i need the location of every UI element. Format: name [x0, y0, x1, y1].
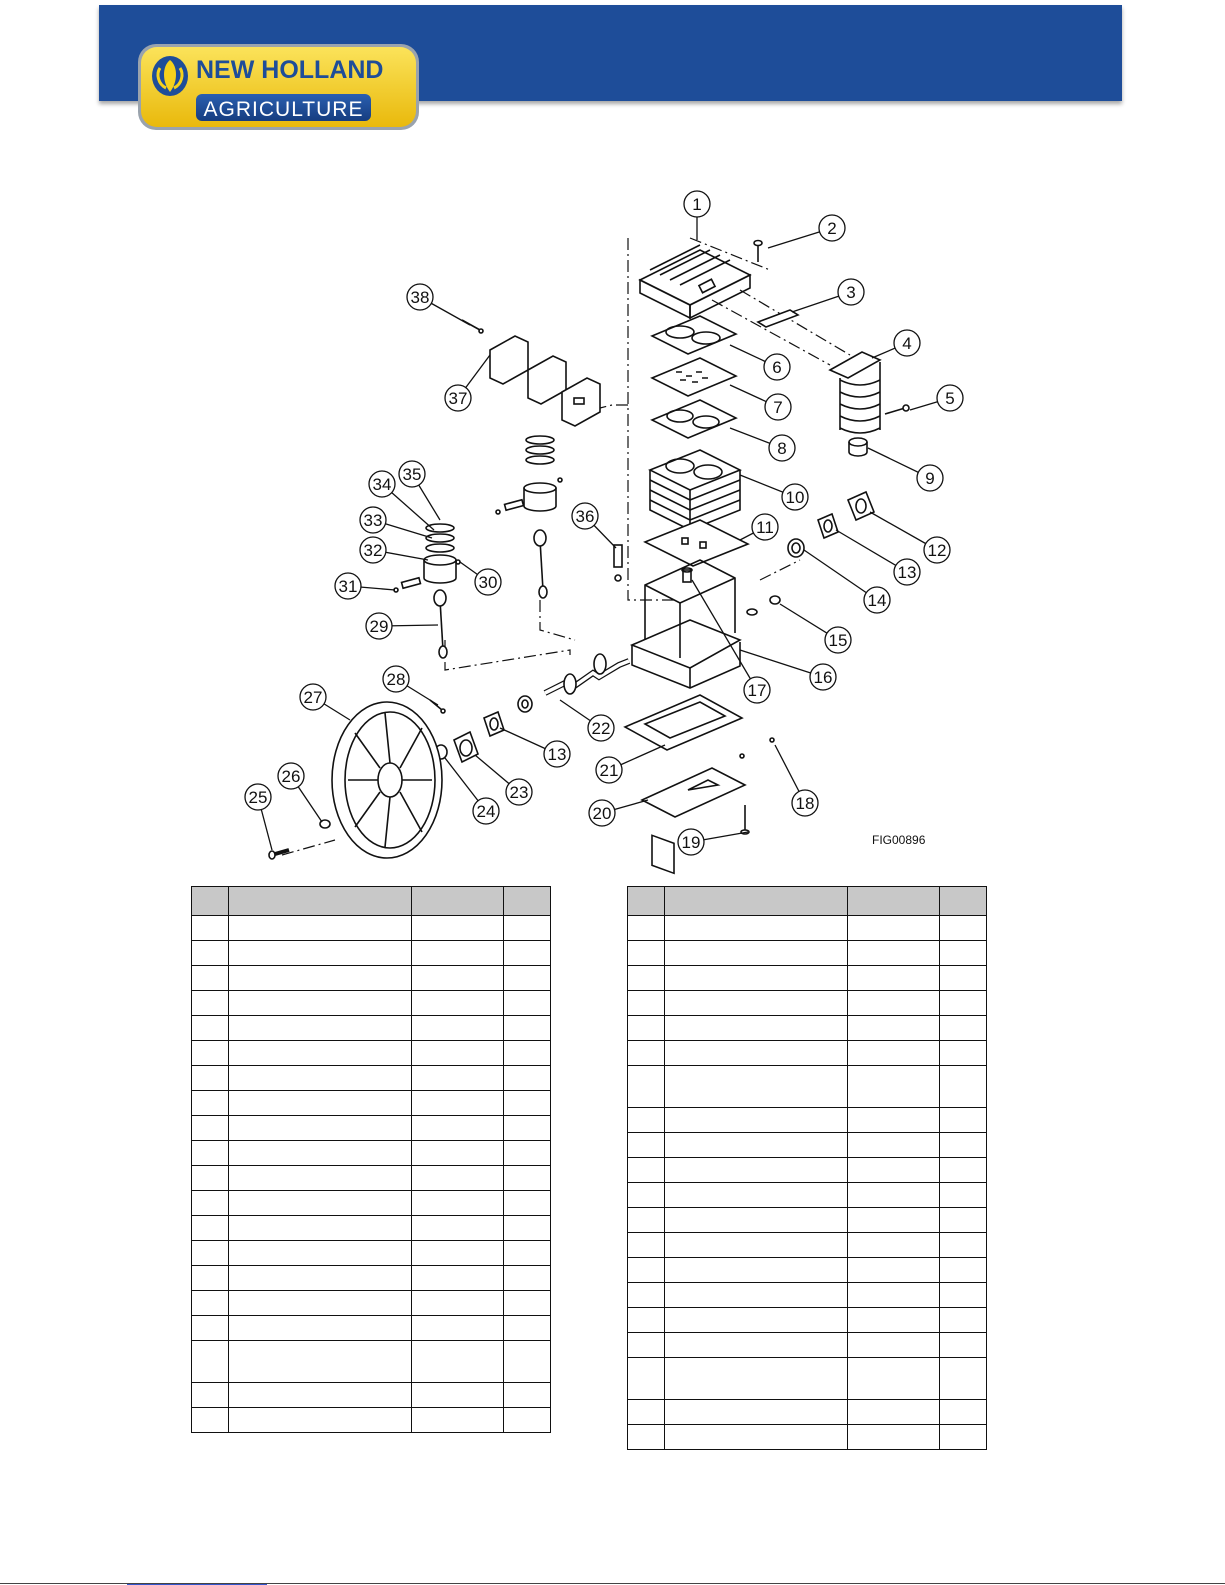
table-cell [848, 1425, 940, 1450]
callout-number: 31 [338, 577, 358, 596]
part-drain-plug [747, 596, 780, 615]
table-cell [192, 1241, 229, 1266]
part-base-screws [740, 738, 774, 758]
table-cell [229, 1316, 412, 1341]
table-cell [412, 1316, 504, 1341]
table-cell [665, 941, 848, 966]
part-piston-rear [496, 436, 562, 514]
table-cell [628, 1108, 665, 1133]
table-header-cell [628, 887, 665, 916]
table-cell [504, 1091, 551, 1116]
callout-number: 30 [478, 573, 498, 592]
table-cell [192, 1166, 229, 1191]
table-row [192, 1041, 551, 1066]
table-cell [848, 1333, 940, 1358]
callout-number: 17 [747, 681, 767, 700]
part-base-bolt [741, 805, 749, 834]
part-piston-pin-front [394, 560, 460, 592]
callout-number: 34 [372, 475, 392, 494]
callout-number: 25 [248, 788, 268, 807]
table-row [628, 991, 987, 1016]
table-cell [665, 1233, 848, 1258]
part-head-screw [754, 241, 762, 263]
table-cell [628, 1158, 665, 1183]
table-row [628, 1358, 987, 1400]
table-cell [848, 1400, 940, 1425]
table-cell [229, 966, 412, 991]
table-cell [628, 1066, 665, 1108]
table-cell [628, 1333, 665, 1358]
callout-number: 26 [281, 767, 301, 786]
table-cell [848, 966, 940, 991]
table-cell [504, 1166, 551, 1191]
table-cell [504, 1291, 551, 1316]
table-cell [848, 1108, 940, 1133]
table-cell [665, 916, 848, 941]
callout-number: 36 [575, 507, 595, 526]
part-cover-gasket-left [484, 712, 504, 736]
part-connecting-rod-front [434, 590, 447, 658]
table-row [192, 1216, 551, 1241]
table-cell [940, 1133, 987, 1158]
table-header-cell [940, 887, 987, 916]
table-row [628, 1183, 987, 1208]
table-cell [229, 941, 412, 966]
table-row [192, 1141, 551, 1166]
table-cell [192, 966, 229, 991]
table-cell [848, 1158, 940, 1183]
table-cell [940, 1425, 987, 1450]
table-cell [628, 916, 665, 941]
figure-id: FIG00896 [872, 833, 926, 847]
table-cell [848, 1133, 940, 1158]
table-header-cell [848, 887, 940, 916]
table-cell [848, 1208, 940, 1233]
table-cell [665, 1258, 848, 1283]
table-row [192, 1266, 551, 1291]
table-cell [412, 941, 504, 966]
table-cell [504, 1316, 551, 1341]
part-flywheel-bolt [269, 850, 289, 859]
table-cell [665, 1133, 848, 1158]
table-header-cell [229, 887, 412, 916]
callout-number: 37 [448, 389, 468, 408]
table-cell [229, 1016, 412, 1041]
callout-number: 6 [772, 358, 782, 377]
table-cell [192, 1291, 229, 1316]
table-row [192, 991, 551, 1016]
callout-number: 22 [591, 719, 611, 738]
part-seal-housing [454, 732, 478, 762]
table-cell [412, 1341, 504, 1383]
table-cell [665, 966, 848, 991]
table-cell [665, 1108, 848, 1133]
table-cell [412, 1091, 504, 1116]
table-cell [229, 991, 412, 1016]
table-row [628, 966, 987, 991]
table-cell [504, 1066, 551, 1091]
table-row [628, 1041, 987, 1066]
table-cell [665, 1066, 848, 1108]
table-cell [412, 966, 504, 991]
table-cell [412, 1116, 504, 1141]
callout-number: 32 [363, 541, 383, 560]
table-cell [229, 1141, 412, 1166]
table-cell [412, 1016, 504, 1041]
callout-number: 19 [681, 833, 701, 852]
table-cell [848, 1258, 940, 1283]
table-cell [412, 1266, 504, 1291]
table-cell [504, 1041, 551, 1066]
table-row [628, 1308, 987, 1333]
table-cell [504, 1216, 551, 1241]
table-row [628, 1333, 987, 1358]
part-dipstick [614, 545, 622, 581]
table-row [628, 1158, 987, 1183]
part-bearing-left [518, 696, 532, 712]
table-cell [504, 1016, 551, 1041]
table-cell [192, 1316, 229, 1341]
table-cell [848, 1233, 940, 1258]
table-cell [412, 1216, 504, 1241]
table-cell [848, 1016, 940, 1041]
table-cell [412, 1241, 504, 1266]
table-cell [665, 1183, 848, 1208]
table-cell [229, 1116, 412, 1141]
table-cell [848, 941, 940, 966]
table-row [192, 941, 551, 966]
table-cell [628, 1133, 665, 1158]
callout-number: 1 [692, 195, 702, 214]
part-bearing-right [788, 539, 804, 557]
parts-table-left [191, 886, 551, 1433]
part-crankshaft [545, 654, 629, 694]
part-base-gasket [645, 520, 748, 566]
table-cell [628, 991, 665, 1016]
table-cell [628, 1283, 665, 1308]
part-valve-gasket [652, 400, 736, 438]
table-cell [192, 1191, 229, 1216]
table-header-cell [412, 887, 504, 916]
table-row [192, 1341, 551, 1383]
table-cell [848, 1283, 940, 1308]
table-cell [229, 1091, 412, 1116]
callout-number: 15 [828, 631, 848, 650]
table-row [192, 1166, 551, 1191]
callout-number: 9 [925, 469, 935, 488]
table-row [192, 916, 551, 941]
table-cell [504, 916, 551, 941]
table-row [628, 941, 987, 966]
table-row [628, 1208, 987, 1233]
table-cell [940, 941, 987, 966]
table-cell [940, 991, 987, 1016]
table-cell [940, 916, 987, 941]
table-row [192, 1016, 551, 1041]
table-cell [665, 1016, 848, 1041]
table-cell [848, 1308, 940, 1333]
table-cell [940, 1066, 987, 1108]
table-row [192, 1408, 551, 1433]
table-cell [192, 1383, 229, 1408]
callout-number: 13 [897, 563, 917, 582]
callout-number: 10 [785, 488, 805, 507]
callout-number: 16 [813, 668, 833, 687]
table-cell [665, 991, 848, 1016]
table-cell [940, 1183, 987, 1208]
table-cell [192, 1041, 229, 1066]
table-cell [192, 1141, 229, 1166]
table-cell [412, 1066, 504, 1091]
table-row [628, 1108, 987, 1133]
table-cell [229, 916, 412, 941]
part-breather [682, 568, 692, 582]
table-cell [229, 1166, 412, 1191]
table-cell [192, 916, 229, 941]
table-cell [229, 1266, 412, 1291]
part-flywheel [332, 702, 442, 858]
callout-number: 5 [945, 389, 955, 408]
table-cell [665, 1041, 848, 1066]
brand-name: NEW HOLLAND [196, 56, 384, 84]
table-row [192, 1383, 551, 1408]
callout-number: 13 [547, 745, 567, 764]
callout-number: 8 [777, 439, 787, 458]
table-cell [412, 1383, 504, 1408]
table-row [628, 916, 987, 941]
part-bottom-plate [642, 768, 745, 817]
table-cell [229, 1383, 412, 1408]
table-cell [848, 916, 940, 941]
table-row [628, 1066, 987, 1108]
table-cell [192, 941, 229, 966]
part-air-filter [849, 438, 867, 456]
table-cell [628, 1208, 665, 1233]
part-bearing-cover [848, 492, 874, 520]
table-cell [665, 1308, 848, 1333]
callout-number: 21 [599, 761, 619, 780]
table-row [628, 1233, 987, 1258]
table-cell [665, 1208, 848, 1233]
table-cell [192, 1016, 229, 1041]
table-cell [665, 1283, 848, 1308]
table-cell [628, 1308, 665, 1333]
part-valve-plate [652, 358, 736, 396]
table-row [628, 1283, 987, 1308]
table-cell [504, 1141, 551, 1166]
callout-number: 33 [363, 511, 383, 530]
table-cell [192, 1341, 229, 1383]
callout-number: 7 [773, 398, 783, 417]
table-cell [229, 1408, 412, 1433]
callout-number: 12 [927, 541, 947, 560]
table-cell [940, 1158, 987, 1183]
table-cell [192, 1116, 229, 1141]
table-cell [504, 1341, 551, 1383]
table-row [192, 1066, 551, 1091]
part-bottom-gasket [625, 695, 742, 750]
table-cell [628, 1358, 665, 1400]
callout-number: 14 [867, 591, 887, 610]
table-cell [628, 1425, 665, 1450]
table-row [192, 966, 551, 991]
table-row [192, 1241, 551, 1266]
callout-number: 23 [509, 783, 529, 802]
table-cell [229, 1066, 412, 1091]
table-row [628, 1258, 987, 1283]
table-cell [940, 1258, 987, 1283]
callout-number: 24 [476, 802, 496, 821]
part-head-gasket [652, 316, 736, 354]
table-cell [848, 1183, 940, 1208]
table-cell [412, 1408, 504, 1433]
table-cell [504, 1116, 551, 1141]
table-row [628, 1400, 987, 1425]
table-cell [192, 1266, 229, 1291]
table-cell [412, 1191, 504, 1216]
table-cell [504, 1266, 551, 1291]
table-cell [504, 941, 551, 966]
callout-number: 3 [846, 283, 856, 302]
table-cell [504, 966, 551, 991]
table-cell [940, 1358, 987, 1400]
table-cell [665, 1400, 848, 1425]
table-cell [229, 1191, 412, 1216]
table-cell [628, 1400, 665, 1425]
table-cell [940, 966, 987, 991]
table-cell [628, 1041, 665, 1066]
callout-number: 29 [369, 617, 389, 636]
table-cell [412, 1041, 504, 1066]
table-cell [848, 1041, 940, 1066]
table-row [192, 1316, 551, 1341]
table-cell [192, 1408, 229, 1433]
table-cell [229, 1041, 412, 1066]
table-cell [504, 1191, 551, 1216]
table-cell [412, 916, 504, 941]
table-cell [665, 1425, 848, 1450]
table-row [192, 1191, 551, 1216]
callout-number: 4 [902, 334, 912, 353]
table-cell [412, 1166, 504, 1191]
callout-number: 20 [592, 804, 612, 823]
table-cell [665, 1358, 848, 1400]
table-cell [628, 966, 665, 991]
table-cell [848, 1066, 940, 1108]
table-cell [848, 991, 940, 1016]
table-cell [229, 1216, 412, 1241]
table-row [628, 1016, 987, 1041]
part-cylinder-block [650, 450, 740, 530]
part-filter-housings [490, 336, 600, 426]
table-row [628, 1425, 987, 1450]
table-cell [412, 1141, 504, 1166]
part-cover-gasket-right [818, 514, 838, 538]
table-cell [229, 1341, 412, 1383]
table-cell [940, 1233, 987, 1258]
table-row [192, 1291, 551, 1316]
part-side-screw [885, 405, 909, 414]
table-cell [940, 1041, 987, 1066]
table-row [192, 1091, 551, 1116]
table-header-cell [504, 887, 551, 916]
table-cell [504, 991, 551, 1016]
callout-number: 2 [827, 219, 837, 238]
table-header-cell [665, 887, 848, 916]
callout-number: 38 [410, 288, 430, 307]
callout-number: 27 [303, 688, 323, 707]
table-header-cell [192, 887, 229, 916]
parts-table-right [627, 886, 987, 1450]
table-cell [940, 1283, 987, 1308]
part-connecting-rod-rear [534, 530, 547, 598]
table-cell [665, 1333, 848, 1358]
callout-number: 35 [402, 465, 422, 484]
table-cell [504, 1241, 551, 1266]
table-cell [192, 1091, 229, 1116]
table-cell [412, 1291, 504, 1316]
table-cell [628, 1233, 665, 1258]
table-cell [192, 1216, 229, 1241]
brand-subtitle: AGRICULTURE [203, 98, 364, 121]
callout-number: 11 [756, 518, 774, 537]
part-piston-front [424, 524, 456, 583]
table-cell [628, 1258, 665, 1283]
table-cell [628, 941, 665, 966]
table-cell [229, 1241, 412, 1266]
table-cell [940, 1208, 987, 1233]
table-cell [628, 1183, 665, 1208]
table-cell [848, 1358, 940, 1400]
callout-number: 18 [795, 794, 815, 813]
table-cell [412, 991, 504, 1016]
table-cell [940, 1108, 987, 1133]
callout-number: 28 [386, 670, 406, 689]
table-row [628, 1133, 987, 1158]
table-cell [940, 1400, 987, 1425]
table-cell [940, 1333, 987, 1358]
table-cell [940, 1016, 987, 1041]
table-cell [504, 1408, 551, 1433]
table-cell [192, 1066, 229, 1091]
table-row [192, 1116, 551, 1141]
part-intercooler [830, 352, 880, 433]
table-cell [940, 1308, 987, 1333]
table-cell [192, 991, 229, 1016]
table-cell [229, 1291, 412, 1316]
table-cell [628, 1016, 665, 1041]
table-cell [665, 1158, 848, 1183]
table-cell [504, 1383, 551, 1408]
